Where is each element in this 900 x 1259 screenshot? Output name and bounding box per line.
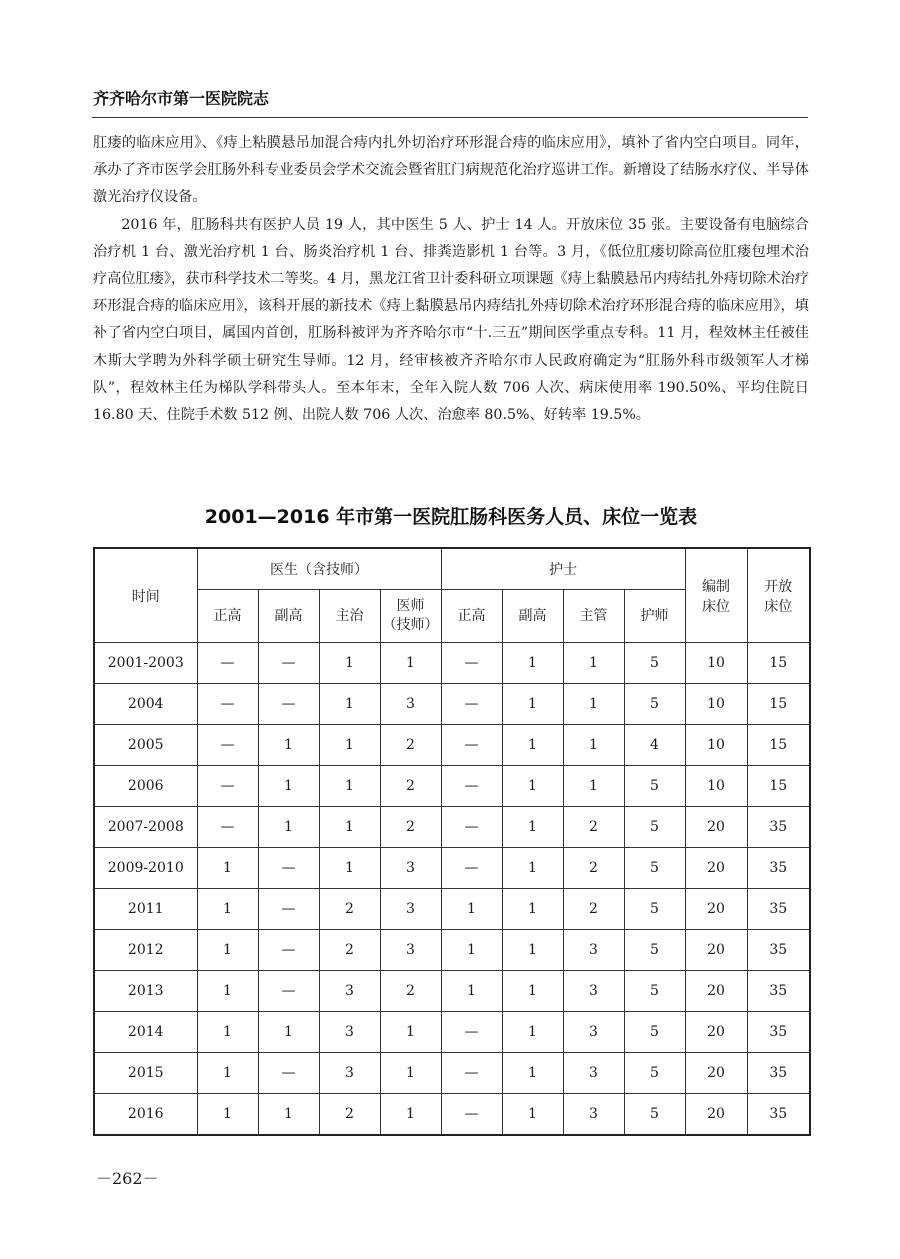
table-cell: 1 (563, 643, 624, 684)
paragraph-continued: 肛瘘的临床应用》、《痔上粘膜悬吊加混合痔内扎外切治疗环形混合痔的临床应用》，填补了省内空白项目。同年，承办了齐市医学会肛肠外科专业委员会学术交流会暨省肛门病规范化治疗巡讲工作。新增设了结肠水疗仪、半导体激光治疗仪设备。 (93, 135, 809, 206)
table-cell: 5 (624, 930, 685, 971)
table-cell: 1 (563, 725, 624, 766)
table-cell: 1 (197, 930, 258, 971)
table-row (94, 848, 810, 889)
table-cell: 5 (624, 889, 685, 930)
row-time-cell: 2011 (94, 889, 197, 930)
table-cell: 1 (319, 684, 380, 725)
row-time-cell: 2007-2008 (94, 807, 197, 848)
table-cell: 10 (685, 643, 747, 684)
table-cell: 3 (319, 971, 380, 1012)
table-cell: 2 (319, 1094, 380, 1136)
table-cell: 1 (380, 1094, 441, 1136)
table-cell: 35 (747, 889, 810, 930)
table-cell: 3 (380, 684, 441, 725)
table-cell: 20 (685, 930, 747, 971)
table-cell: 1 (441, 930, 502, 971)
table-cell: 1 (502, 1094, 563, 1136)
table-cell: 3 (380, 848, 441, 889)
table-row (94, 930, 810, 971)
table-cell: 1 (319, 807, 380, 848)
table-cell: 3 (319, 1012, 380, 1053)
table-cell: 1 (502, 807, 563, 848)
table-cell: 1 (380, 1012, 441, 1053)
table-row (94, 1094, 810, 1136)
table-cell: 5 (624, 1012, 685, 1053)
table-cell: — (441, 1053, 502, 1094)
table-row (94, 766, 810, 807)
table-cell: 20 (685, 848, 747, 889)
table-cell: — (258, 930, 319, 971)
table-cell: 3 (563, 930, 624, 971)
header-doctor-physician (380, 590, 441, 643)
table-row (94, 643, 810, 684)
row-time-cell: 2005 (94, 725, 197, 766)
table-cell: 1 (197, 1012, 258, 1053)
table-cell: 1 (258, 1012, 319, 1053)
table-cell: 10 (685, 684, 747, 725)
table-cell: 3 (563, 1094, 624, 1136)
table-cell: — (441, 643, 502, 684)
table-cell: 35 (747, 848, 810, 889)
table-cell: 2 (563, 807, 624, 848)
header-quota-beds (685, 548, 747, 643)
table-cell: 35 (747, 1012, 810, 1053)
table-cell: 3 (563, 971, 624, 1012)
table-cell: 1 (319, 766, 380, 807)
table-cell: 1 (197, 889, 258, 930)
table-cell: 5 (624, 684, 685, 725)
header-doctor-associate: 副高 (258, 590, 319, 643)
table-cell: 1 (197, 848, 258, 889)
table-cell: 2 (380, 807, 441, 848)
header-physician-sub: （技师） (382, 617, 439, 633)
page-number: －262－ (96, 1169, 159, 1188)
table-cell: — (258, 643, 319, 684)
table-cell: 1 (441, 971, 502, 1012)
table-cell: 5 (624, 971, 685, 1012)
table-cell: 1 (441, 889, 502, 930)
table-cell: 10 (685, 766, 747, 807)
table-cell: 2 (380, 971, 441, 1012)
table-cell: 15 (747, 725, 810, 766)
table-cell: — (258, 848, 319, 889)
row-time-cell: 2013 (94, 971, 197, 1012)
table-cell: 5 (624, 1053, 685, 1094)
table-cell: 3 (563, 1012, 624, 1053)
header-doctors: 医生（含技师） (197, 548, 441, 590)
table-cell: — (197, 807, 258, 848)
table-cell: 2 (380, 766, 441, 807)
table-row (94, 684, 810, 725)
table-cell: — (441, 766, 502, 807)
table-cell: 20 (685, 1053, 747, 1094)
table-row (94, 1012, 810, 1053)
table-cell: 3 (380, 889, 441, 930)
header-quota-line1: 编制 (702, 578, 730, 595)
table-cell: 1 (563, 766, 624, 807)
table-cell: 3 (563, 1053, 624, 1094)
table-cell: 15 (747, 766, 810, 807)
paragraph-2016: 2016 年，肛肠科共有医护人员 19 人，其中医生 5 人、护士 14 人。开放床位 35 张。主要设备有电脑综合治疗机 1 台、激光治疗机 1 台、肠炎治疗机 1 台、排粪造影机 1 台等。3 月，《低位肛瘘切除高位肛瘘包埋术治疗高位肛瘘》，获市科学技术二等奖。4 月，黑龙江省卫计委科研立项课题《痔上黏膜悬吊内痔结扎外痔切除术治疗环形混合痔的临床应用》，该科开展的新技术《痔上黏膜悬吊内痔结扎外痔切除术治疗环形混合痔的临床应用》，填补了省内空白项目，属国内首创，肛肠科被评为齐齐哈尔市“十.三五”期间医学重点专科。11 月，程效林主任被佳木斯大学聘为外科学硕士研究生导师。12 月，经审核被齐齐哈尔市人民政府确定为“肛肠外科市级领军人才梯队”，程效林主任为梯队学科带头人。至本年末，全年入院人数 706 人次、病床使用率 190.50%、平均住院日 16.80 天、住院手术数 512 例、出院人数 706 人次、治愈率 80.5%、好转率 19.5%。 (93, 216, 809, 424)
table-cell: 5 (624, 643, 685, 684)
header-nurse-associate: 副高 (502, 590, 563, 643)
table-cell: 1 (502, 889, 563, 930)
table-cell: — (258, 889, 319, 930)
table-cell: — (258, 971, 319, 1012)
header-open-beds (747, 548, 810, 643)
table-cell: 2 (563, 848, 624, 889)
table-cell: 35 (747, 1094, 810, 1136)
table-cell: 15 (747, 684, 810, 725)
header-nurse-senior: 正高 (441, 590, 502, 643)
table-cell: 5 (624, 807, 685, 848)
table-cell: 20 (685, 971, 747, 1012)
body-text (93, 130, 809, 429)
table-cell: 2 (319, 889, 380, 930)
table-cell: — (258, 1053, 319, 1094)
table-cell: 35 (747, 930, 810, 971)
table-cell: 1 (563, 684, 624, 725)
table-cell: 2 (563, 889, 624, 930)
table-cell: 1 (502, 930, 563, 971)
table-cell: — (197, 766, 258, 807)
table-cell: 35 (747, 807, 810, 848)
table-cell: 1 (502, 725, 563, 766)
row-time-cell: 2012 (94, 930, 197, 971)
table-cell: 1 (380, 643, 441, 684)
row-time-cell: 2001-2003 (94, 643, 197, 684)
table-cell: — (441, 848, 502, 889)
running-header-title: 齐齐哈尔市第一医院院志 (93, 89, 270, 108)
table-cell: 35 (747, 971, 810, 1012)
row-time-cell: 2015 (94, 1053, 197, 1094)
table-cell: — (258, 684, 319, 725)
row-time-cell: 2006 (94, 766, 197, 807)
table-cell: — (197, 643, 258, 684)
table-cell: 1 (258, 1094, 319, 1136)
row-time-cell: 2009-2010 (94, 848, 197, 889)
table-cell: 1 (502, 766, 563, 807)
row-time-cell: 2016 (94, 1094, 197, 1136)
table-cell: 1 (502, 684, 563, 725)
table-cell: 1 (319, 643, 380, 684)
table-cell: — (441, 807, 502, 848)
table-cell: 1 (380, 1053, 441, 1094)
table-cell: — (197, 684, 258, 725)
table-cell: 5 (624, 1094, 685, 1136)
header-time: 时间 (94, 548, 197, 643)
table-cell: 4 (624, 725, 685, 766)
table-cell: 1 (197, 1053, 258, 1094)
row-time-cell: 2004 (94, 684, 197, 725)
table-cell: 1 (258, 807, 319, 848)
table-cell: 1 (258, 766, 319, 807)
table-cell: 1 (319, 725, 380, 766)
table-cell: — (441, 1094, 502, 1136)
header-nurses: 护士 (441, 548, 685, 590)
table-cell: 1 (502, 643, 563, 684)
header-nurse-charge: 主管 (563, 590, 624, 643)
table-cell: 20 (685, 1012, 747, 1053)
table-cell: — (441, 684, 502, 725)
table-cell: — (197, 725, 258, 766)
table-row (94, 725, 810, 766)
table-cell: — (441, 725, 502, 766)
table-cell: 1 (502, 1053, 563, 1094)
table-row (94, 971, 810, 1012)
table-cell: 1 (197, 1094, 258, 1136)
table-cell: — (441, 1012, 502, 1053)
table-cell: 20 (685, 889, 747, 930)
header-quota-line2: 床位 (702, 598, 730, 615)
table-cell: 10 (685, 725, 747, 766)
table-cell: 35 (747, 1053, 810, 1094)
table-cell: 3 (319, 1053, 380, 1094)
table-cell: 1 (502, 848, 563, 889)
table-cell: 1 (319, 848, 380, 889)
table-row (94, 1053, 810, 1094)
table-title: 2001—2016 年市第一医院肛肠科医务人员、床位一览表 (204, 506, 698, 528)
table-row (94, 889, 810, 930)
header-open-line1: 开放 (764, 578, 793, 595)
table-cell: 2 (319, 930, 380, 971)
row-time-cell: 2014 (94, 1012, 197, 1053)
table-cell: 1 (502, 1012, 563, 1053)
header-nurse-practitioner: 护师 (624, 590, 685, 643)
table-cell: 15 (747, 643, 810, 684)
table-cell: 20 (685, 807, 747, 848)
table-row (94, 807, 810, 848)
header-open-line2: 床位 (764, 598, 793, 615)
header-physician-label: 医师 (396, 598, 425, 614)
table-cell: 5 (624, 848, 685, 889)
table-cell: 1 (258, 725, 319, 766)
staff-beds-table (93, 547, 811, 1136)
table-body (94, 643, 810, 1136)
header-rule (92, 117, 808, 118)
table-cell: 2 (380, 725, 441, 766)
table-cell: 20 (685, 1094, 747, 1136)
table-cell: 1 (502, 971, 563, 1012)
header-doctor-attending: 主治 (319, 590, 380, 643)
header-doctor-senior: 正高 (197, 590, 258, 643)
table-cell: 5 (624, 766, 685, 807)
table-cell: 1 (197, 971, 258, 1012)
table-cell: 3 (380, 930, 441, 971)
